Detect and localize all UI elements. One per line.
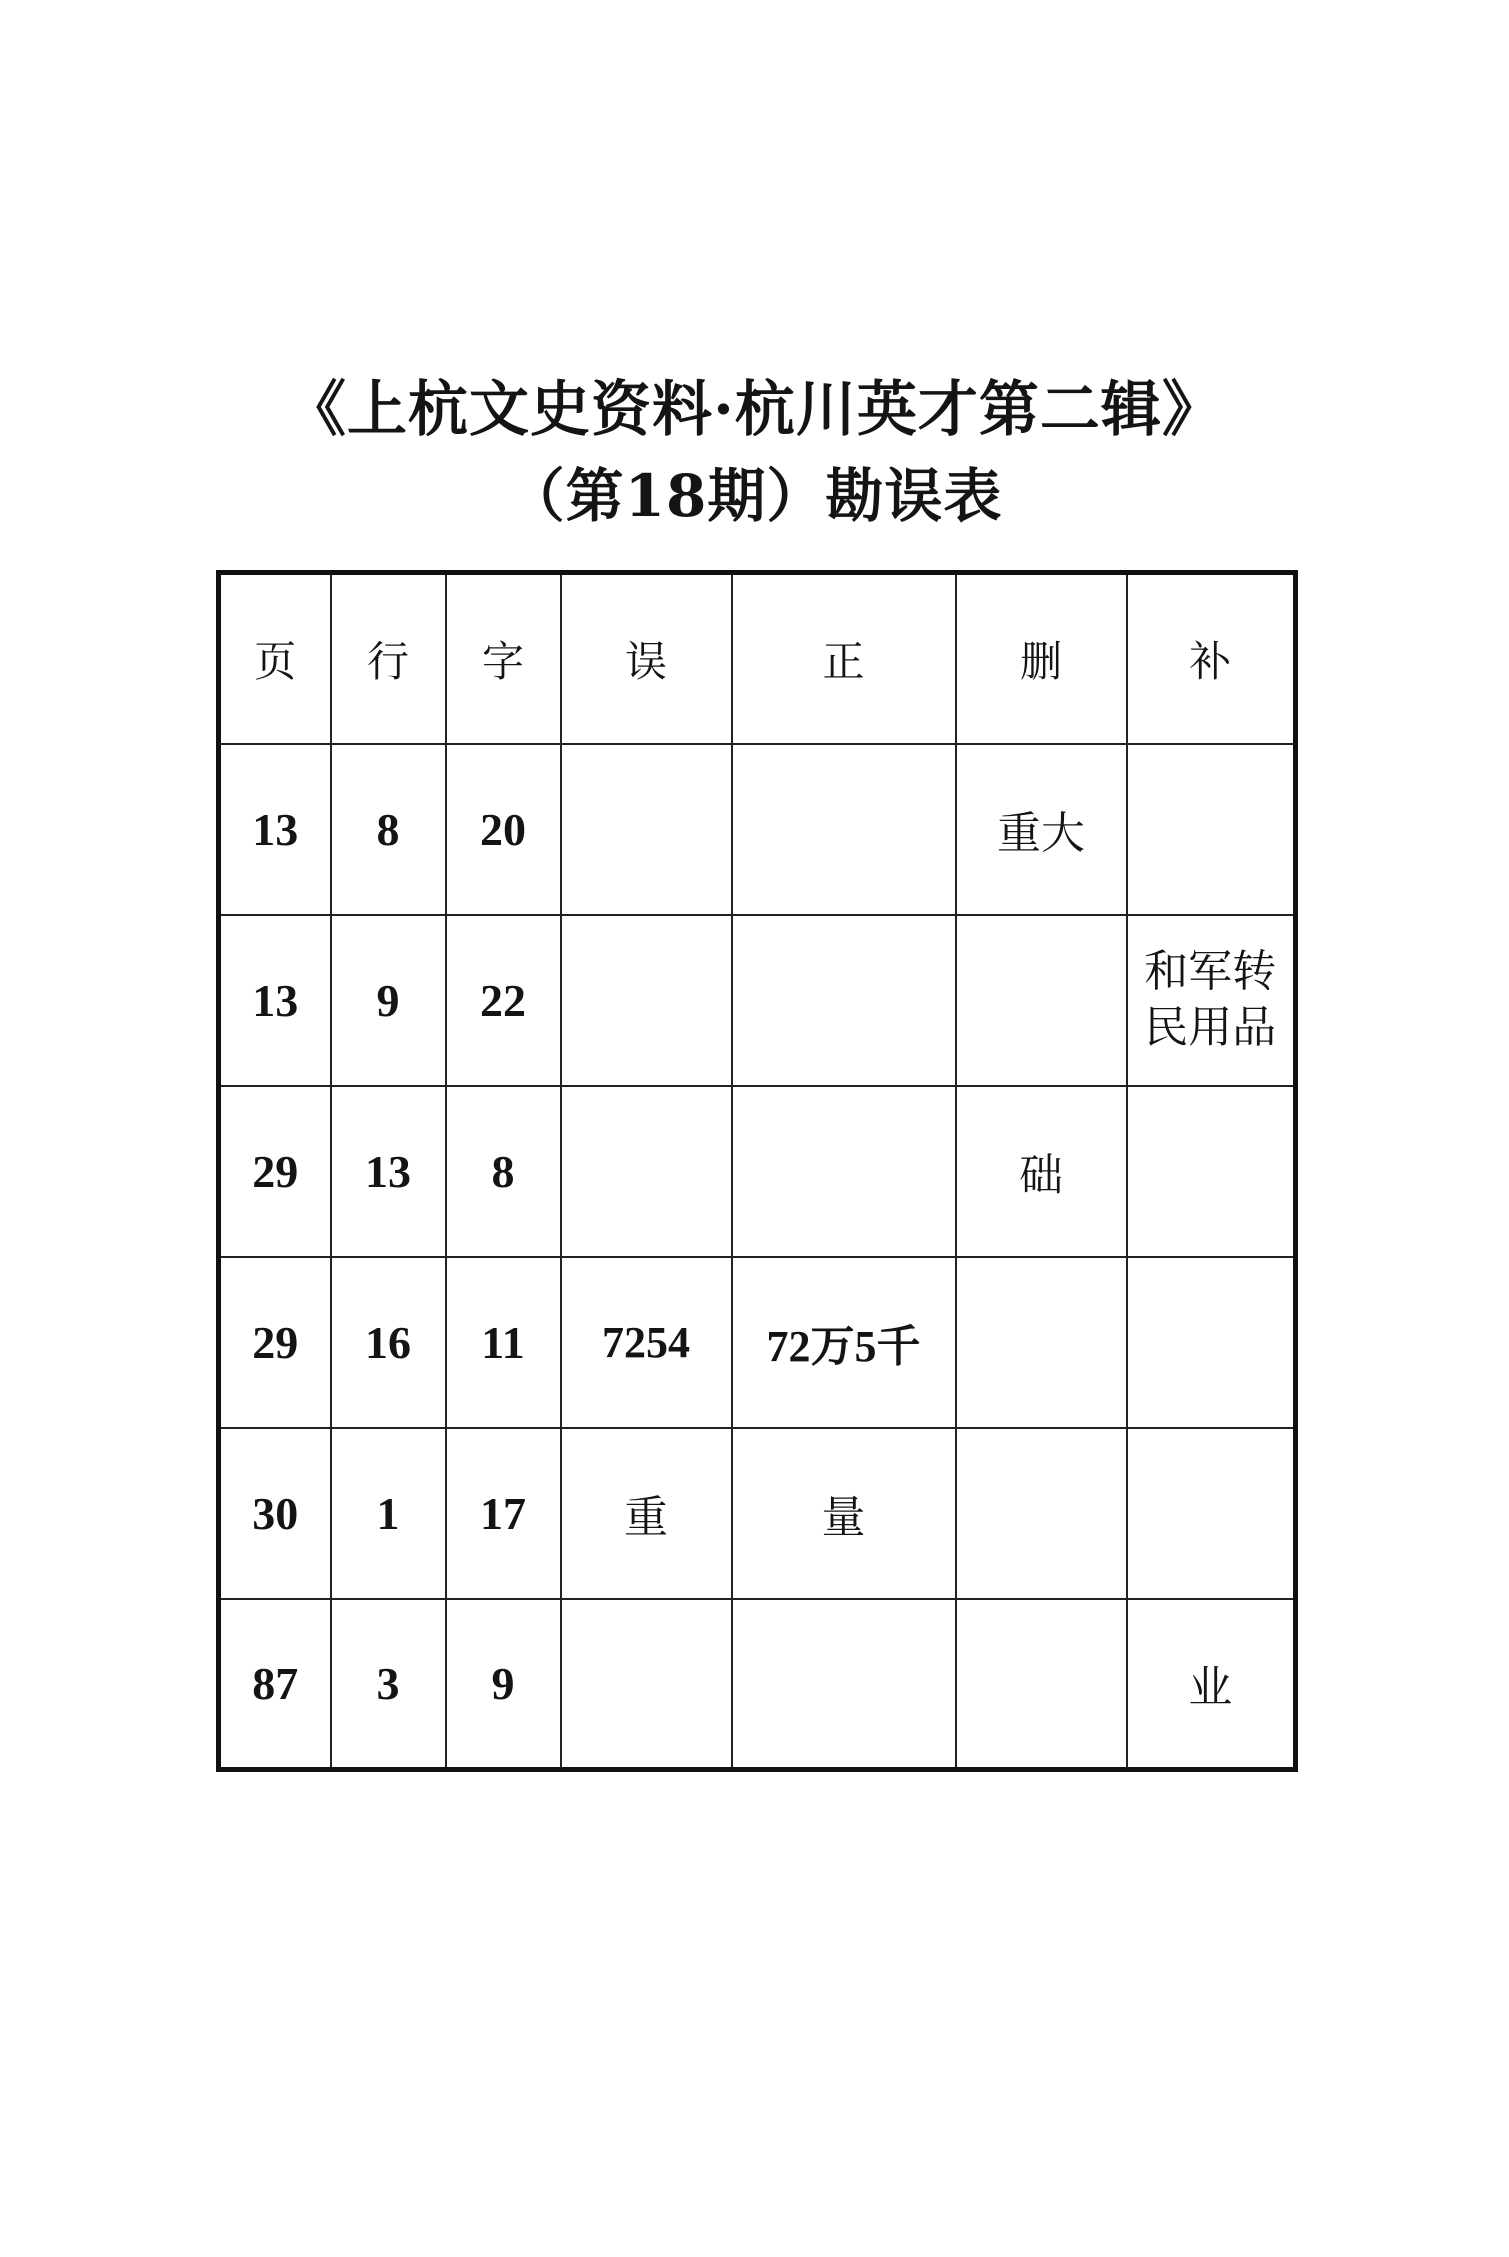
- cell-char: 20: [446, 744, 561, 915]
- cell-char: 11: [446, 1257, 561, 1428]
- cell-line: 1: [331, 1428, 446, 1599]
- cell-add: [1127, 744, 1296, 915]
- cell-correct: 量: [732, 1428, 956, 1599]
- cell-line: 13: [331, 1086, 446, 1257]
- cell-delete: 础: [956, 1086, 1127, 1257]
- cell-add-text: 和军转民用品: [1144, 946, 1277, 1053]
- cell-delete: [956, 1599, 1127, 1770]
- cell-page: 13: [219, 744, 331, 915]
- header-char: 字: [446, 573, 561, 744]
- cell-wrong: [561, 1086, 732, 1257]
- header-wrong: 误: [561, 573, 732, 744]
- cell-correct: [732, 1086, 956, 1257]
- cell-correct: [732, 744, 956, 915]
- errata-table: [216, 570, 1298, 1772]
- table-row: [219, 1428, 1296, 1599]
- cell-delete: [956, 1257, 1127, 1428]
- cell-page: 13: [219, 915, 331, 1086]
- document-subtitle: （第18期）勘误表: [506, 462, 1003, 530]
- cell-wrong: 重: [561, 1428, 732, 1599]
- header-line: 行: [331, 573, 446, 744]
- cell-line: 16: [331, 1257, 446, 1428]
- cell-add: [1127, 1086, 1296, 1257]
- header-add: 补: [1127, 573, 1296, 744]
- cell-add: [1127, 915, 1296, 1086]
- cell-correct: [732, 915, 956, 1086]
- table-row: [219, 744, 1296, 915]
- cell-add: 业: [1127, 1599, 1296, 1770]
- cell-delete: 重大: [956, 744, 1127, 915]
- table-row: [219, 1599, 1296, 1770]
- cell-line: 8: [331, 744, 446, 915]
- table-row: [219, 1086, 1296, 1257]
- cell-correct: 72万5千: [732, 1257, 956, 1428]
- cell-page: 30: [219, 1428, 331, 1599]
- cell-delete: [956, 915, 1127, 1086]
- cell-page: 29: [219, 1086, 331, 1257]
- cell-char: 22: [446, 915, 561, 1086]
- cell-char: 9: [446, 1599, 561, 1770]
- cell-char: 8: [446, 1086, 561, 1257]
- cell-add: [1127, 1257, 1296, 1428]
- cell-line: 3: [331, 1599, 446, 1770]
- header-correct: 正: [732, 573, 956, 744]
- header-delete: 删: [956, 573, 1127, 744]
- cell-wrong: [561, 1599, 732, 1770]
- document-title: 《上杭文史资料·杭川英才第二辑》: [286, 375, 1223, 445]
- cell-page: 87: [219, 1599, 331, 1770]
- cell-add: [1127, 1428, 1296, 1599]
- cell-page: 29: [219, 1257, 331, 1428]
- table-header-row: [219, 573, 1296, 744]
- cell-wrong: [561, 744, 732, 915]
- cell-delete: [956, 1428, 1127, 1599]
- cell-char: 17: [446, 1428, 561, 1599]
- header-page: 页: [219, 573, 331, 744]
- cell-wrong: [561, 915, 732, 1086]
- cell-wrong: 7254: [561, 1257, 732, 1428]
- cell-correct: [732, 1599, 956, 1770]
- table-row: [219, 915, 1296, 1086]
- cell-line: 9: [331, 915, 446, 1086]
- table-row: [219, 1257, 1296, 1428]
